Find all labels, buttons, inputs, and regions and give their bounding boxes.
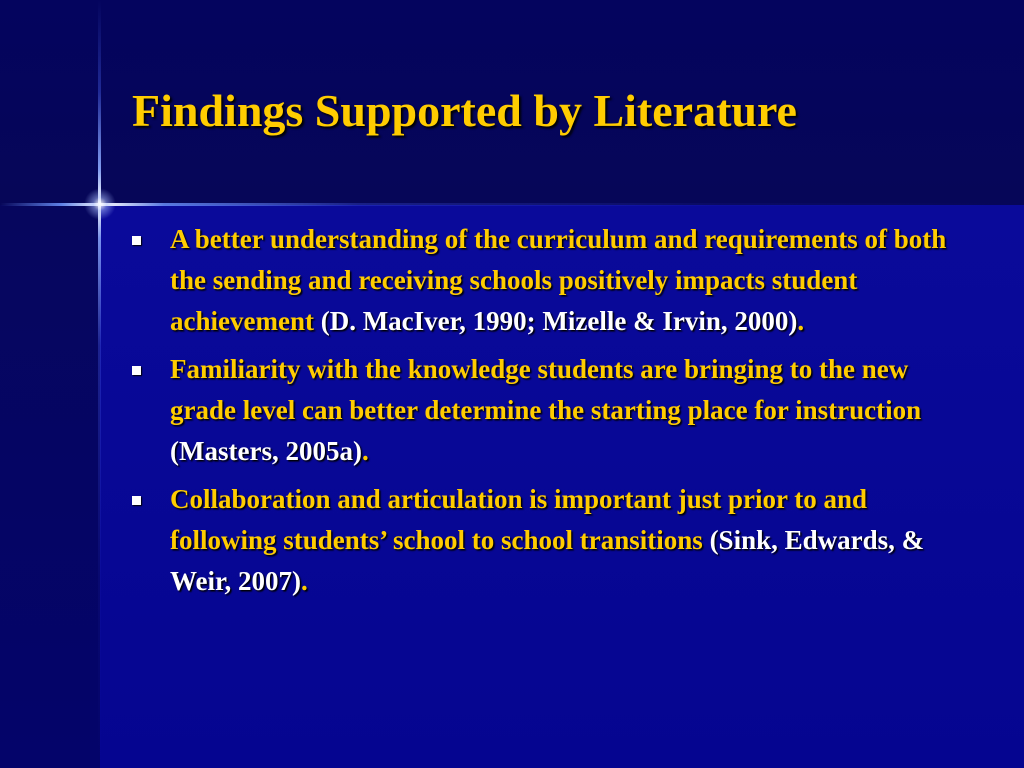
- bullet-item: [130, 479, 960, 602]
- bullet-text: Familiarity with the knowledge students are bringing to the new grade level can better determine the starting place for instruction: [170, 354, 922, 425]
- bullet-text: A better understanding of the curriculum and requirements of both the sending and receiving schools positively impacts student achievement: [170, 224, 947, 336]
- square-bullet-icon: [132, 496, 141, 505]
- bullet-citation: (Sink, Edwards, & Weir, 2007): [170, 525, 925, 596]
- bullet-period: .: [301, 566, 308, 596]
- bullet-item: [130, 219, 960, 342]
- star-sparkle-icon: [84, 188, 116, 220]
- vertical-accent-line: [98, 0, 101, 768]
- square-bullet-icon: [132, 236, 141, 245]
- horizontal-accent-line: [0, 203, 1024, 206]
- slide-left-band: [0, 205, 100, 768]
- bullet-period: .: [361, 436, 369, 466]
- bullet-list: [130, 219, 960, 609]
- slide-title: Findings Supported by Literature: [132, 85, 797, 136]
- bullet-period: .: [797, 306, 805, 336]
- bullet-citation: (Masters, 2005a): [170, 436, 362, 466]
- bullet-citation: (D. MacIver, 1990; Mizelle & Irvin, 2000): [320, 306, 798, 336]
- bullet-item: [130, 349, 960, 472]
- bullet-text: Collaboration and articulation is important just prior to and following students’ school to school transitions: [170, 484, 868, 555]
- square-bullet-icon: [132, 366, 141, 375]
